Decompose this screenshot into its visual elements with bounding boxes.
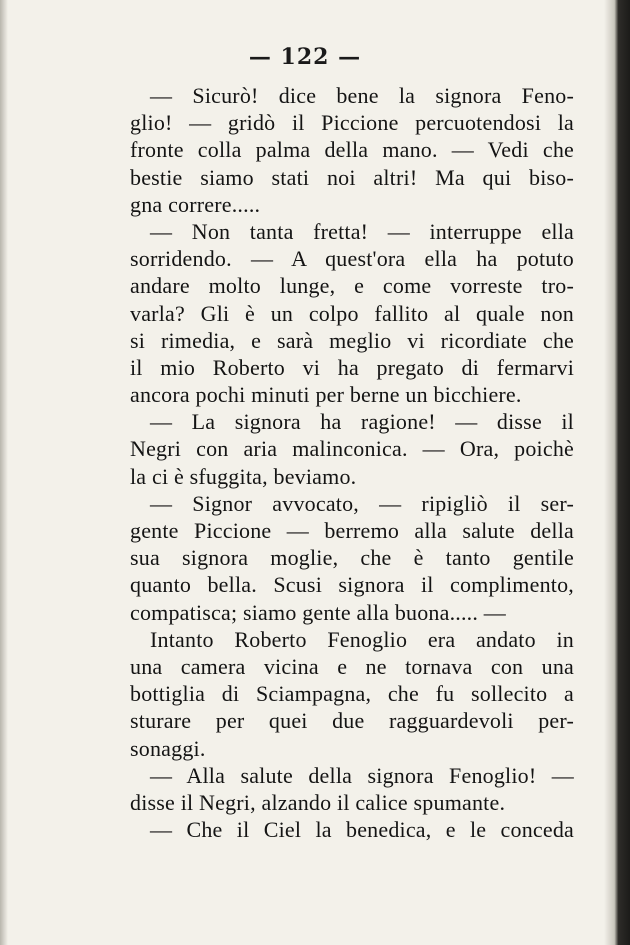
text-line: bottiglia di Sciampagna, che fu sollecito a	[130, 681, 574, 707]
text-line: bestie siamo stati noi altri! Ma qui biso-	[130, 164, 574, 190]
text-line: — Che il Ciel la benedica, e le conceda	[150, 817, 574, 843]
text-line: il mio Roberto vi ha pregato di fermarvi	[130, 354, 574, 380]
text-line: — Non tanta fretta! — interruppe ella	[150, 218, 574, 244]
text-line: andare molto lunge, e come vorreste tro-	[130, 273, 574, 299]
text-line: Intanto Roberto Fenoglio era andato in	[150, 626, 574, 652]
text-line: — Signor avvocato, — ripigliò il ser-	[150, 490, 574, 516]
page-left-edge-shadow	[0, 0, 8, 945]
text-line: disse il Negri, alzando il calice spumante.	[130, 789, 506, 815]
text-line: si rimedia, e sarà meglio vi ricordiate che	[130, 327, 574, 353]
text-line: — La signora ha ragione! — disse il	[150, 409, 574, 435]
text-line: sonaggi.	[130, 735, 206, 761]
text-line: la ci è sfuggita, beviamo.	[130, 463, 357, 489]
text-line: gente Piccione — berremo alla salute della	[130, 518, 574, 543]
text-line: sorridendo. — A quest'ora ella ha potuto	[130, 246, 574, 272]
text-line: una camera vicina e ne tornava con una	[130, 653, 574, 679]
body-text	[130, 82, 574, 843]
text-line: sturare per quei due ragguardevoli per-	[130, 708, 574, 734]
text-line: Negri con aria malinconica. — Ora, poichè	[130, 436, 574, 462]
text-line: ancora pochi minuti per berne un bicchiere.	[130, 382, 522, 408]
book-spine-shadow	[604, 0, 630, 945]
text-line: — Alla salute della signora Fenoglio! —	[150, 762, 574, 788]
text-line: sua signora moglie, che è tanto gentile	[130, 545, 574, 571]
text-line: varla? Gli è un colpo fallito al quale non	[130, 300, 574, 326]
text-line: fronte colla palma della mano. — Vedi che	[130, 137, 574, 163]
text-line: quanto bella. Scusi signora il complimento,	[130, 572, 574, 598]
text-line: — Sicurò! dice bene la signora Feno-	[150, 83, 574, 108]
text-line: compatisca; siamo gente alla buona..... —	[130, 599, 506, 625]
text-line: glio! — gridò il Piccione percuotendosi la	[130, 110, 574, 136]
text-line: gna correre.....	[130, 191, 261, 217]
page-number-header: — 122 —	[248, 44, 362, 70]
